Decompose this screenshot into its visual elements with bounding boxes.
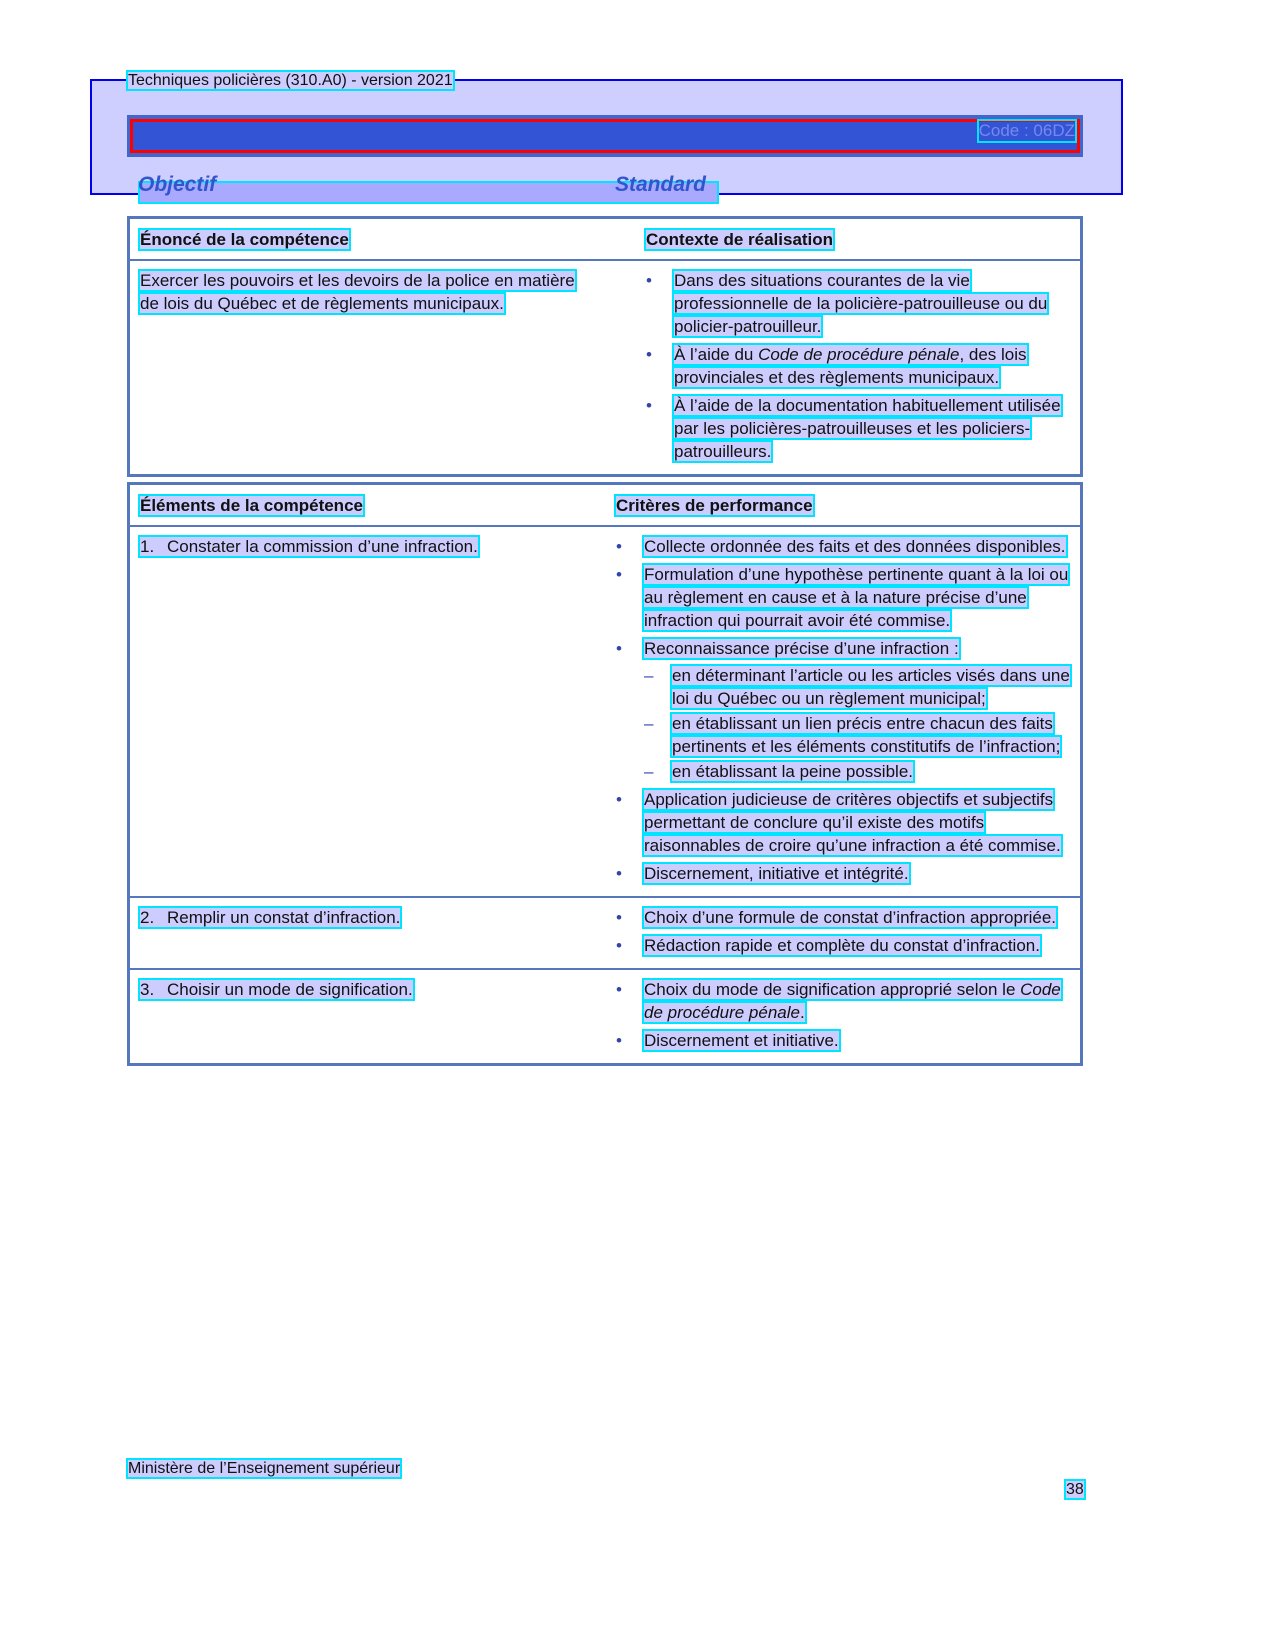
list-item: • Choix d’une formule de constat d’infraction appropriée. (616, 908, 1057, 927)
list-item: • Rédaction rapide et complète du constat d’infraction. (616, 936, 1040, 955)
item-text: Collecte ordonnée des faits et des données disponibles. (644, 537, 1066, 556)
list-item: • À l’aide du Code de procédure pénale, des lois provinciales et des règlements municipaux. (646, 345, 1027, 387)
list-item: • Discernement et initiative. (616, 1031, 839, 1050)
list-item: • Choix du mode de signification approprié selon le Code de procédure pénale. (616, 980, 1061, 1022)
item-text: À l’aide du (674, 345, 759, 364)
col-header: Contexte de réalisation (646, 230, 834, 249)
list-item: • Discernement, initiative et intégrité. (616, 864, 909, 883)
list-item: • Collecte ordonnée des faits et des données disponibles. (616, 537, 1066, 556)
code-bar (127, 115, 1083, 157)
footer-ministry (128, 1460, 400, 1478)
item-text: Choix d’une formule de constat d’infraction appropriée. (644, 908, 1057, 927)
item-text: Rédaction rapide et complète du constat d’infraction. (644, 936, 1040, 955)
item-emphasis: Code de procédure pénale (644, 980, 1061, 1022)
list-item: • À l’aide de la documentation habituellement utilisée par les policières-patrouilleuses et les policiers-patrouilleurs. (646, 396, 1061, 461)
item-text: en établissant la peine possible. (672, 762, 913, 781)
table-row (129, 897, 1082, 969)
page-number-text: 38 (1066, 1481, 1084, 1498)
col-header: Critères de performance (616, 496, 813, 515)
list-item: • Dans des situations courantes de la vie professionnelle de la policière-patrouilleuse ou du policier-patrouilleur. (646, 271, 1048, 336)
running-title (128, 72, 453, 90)
competency-statement: Exercer les pouvoirs et les devoirs de la police en matière de lois du Québec et de règlements municipaux. (140, 271, 575, 313)
element-number: 3. (140, 980, 155, 999)
item-text: Choix du mode de signification approprié selon le (644, 980, 1021, 999)
competency-elements-table (127, 482, 1083, 1066)
sub-item: – en établissant un lien précis entre chacun des faits pertinents et les éléments constitutifs de l’infraction; (644, 714, 1061, 756)
running-title-text: Techniques policières (310.A0) - version 2021 (128, 72, 453, 89)
objectif-heading: Objectif (138, 173, 217, 196)
list-item: • Reconnaissance précise d’une infraction : – en déterminant l’article ou les articles visés dans une loi du Québec ou un règlement municipal; – en établissant un lien précis entre chacun des faits pertinents et les éléments constitutifs de l’infraction; – en établissant la peine possible. (616, 639, 1070, 781)
col-header: Éléments de la compétence (140, 496, 363, 515)
element-text: Constater la commission d’une infraction. (167, 537, 478, 556)
item-text: Dans des situations courantes de la vie professionnelle de la policière-patrouilleuse ou du policier-patrouilleur. (674, 271, 1048, 336)
list-item: • Formulation d’une hypothèse pertinente quant à la loi ou au règlement en cause et à la nature précise d’une infraction qui pourrait avoir été commise. (616, 565, 1069, 630)
item-text: Formulation d’une hypothèse pertinente quant à la loi ou au règlement en cause et à la nature précise d’une infraction qui pourrait avoir été commise. (644, 565, 1069, 630)
list-item: • Application judicieuse de critères objectifs et subjectifs permettant de conclure qu’il existe des motifs raisonnables de croire qu’une infraction a été commise. (616, 790, 1061, 855)
sub-item: – en déterminant l’article ou les articles visés dans une loi du Québec ou un règlement municipal; (644, 666, 1070, 708)
item-text: , des lois provinciales et des règlements municipaux. (674, 345, 1027, 387)
competency-code: Code : 06DZ (978, 121, 1075, 140)
element-text: Choisir un mode de signification. (167, 980, 413, 999)
item-text: Application judicieuse de critères objectifs et subjectifs permettant de conclure qu’il existe des motifs raisonnables de croire qu’une infraction a été commise. (644, 790, 1061, 855)
competency-statement-table (127, 216, 1083, 477)
item-text: en établissant un lien précis entre chacun des faits pertinents et les éléments constitutifs de l’infraction; (672, 714, 1061, 756)
element-number: 1. (140, 537, 155, 556)
footer-text: Ministère de l’Enseignement supérieur (128, 1460, 401, 1477)
item-text: Reconnaissance précise d’une infraction : (644, 639, 959, 658)
item-text: Discernement, initiative et intégrité. (644, 864, 909, 883)
item-text: . (799, 1003, 805, 1022)
item-text: Discernement et initiative. (644, 1031, 839, 1050)
table-row (129, 526, 1082, 897)
col-header: Énoncé de la compétence (140, 230, 349, 249)
item-text: en déterminant l’article ou les articles visés dans une loi du Québec ou un règlement municipal; (672, 666, 1070, 708)
page-number (1066, 1481, 1084, 1499)
item-emphasis: Code de procédure pénale (758, 345, 960, 364)
standard-heading: Standard (615, 173, 707, 196)
element-number: 2. (140, 908, 155, 927)
element-text: Remplir un constat d’infraction. (167, 908, 401, 927)
item-text: À l’aide de la documentation habituellement utilisée par les policières-patrouilleuses et les policiers-patrouilleurs. (674, 396, 1061, 461)
sub-item: – en établissant la peine possible. (644, 762, 913, 781)
table-row (129, 969, 1082, 1065)
